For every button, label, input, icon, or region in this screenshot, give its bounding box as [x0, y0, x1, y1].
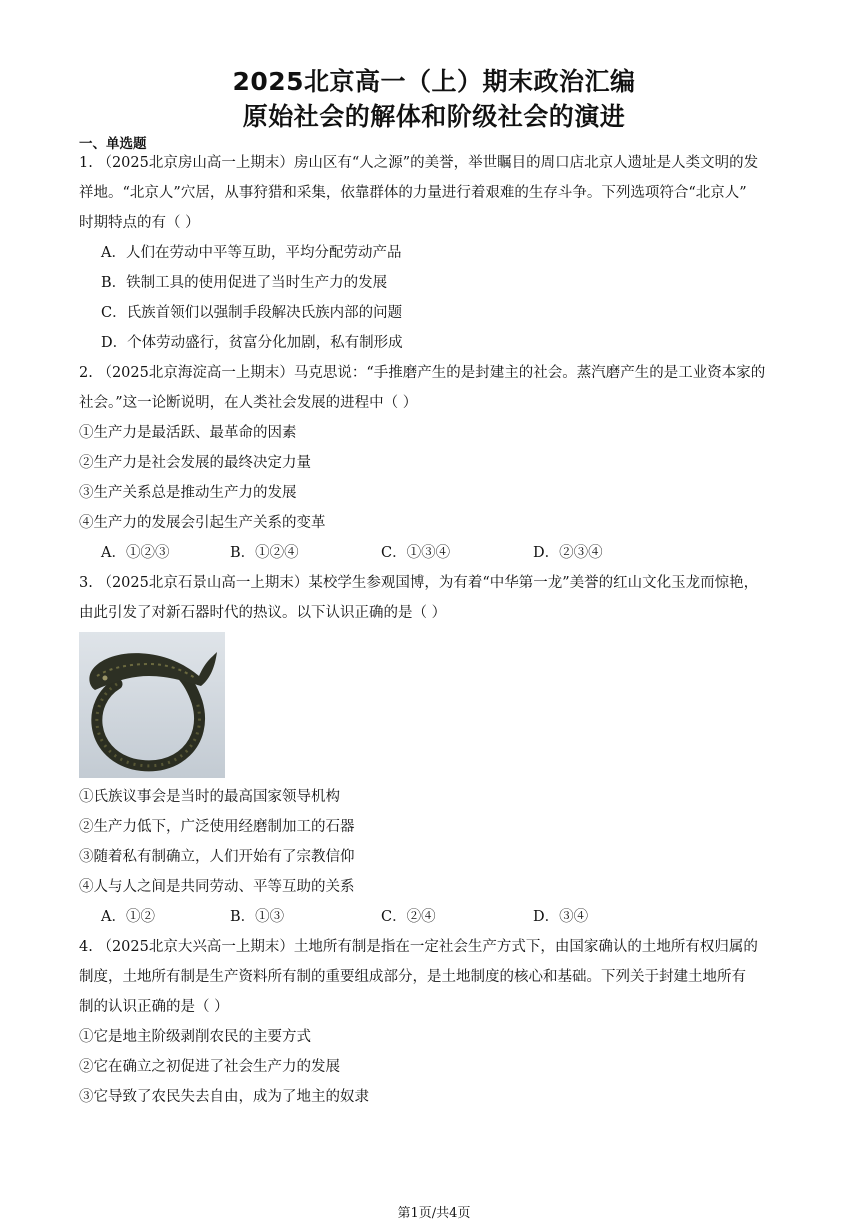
q3-statement-2: ②生产力低下，广泛使用经磨制加工的石器 [79, 819, 355, 835]
q3-option-d: D．③④ [533, 909, 589, 925]
q3-option-c: C．②④ [381, 909, 436, 925]
q4-statement-2: ②它在确立之初促进了社会生产力的发展 [79, 1059, 340, 1075]
q4-text-line2: 制度，土地所有制是生产资料所有制的重要组成部分，是土地制度的核心和基础。下列关于封建土地所有 [79, 969, 746, 985]
q2-option-d: D．②③④ [533, 545, 603, 561]
q4-statement-1: ①它是地主阶级剥削农民的主要方式 [79, 1029, 311, 1045]
q1-text-line2: 祥地。“北京人”穴居，从事狩猎和采集，依靠群体的力量进行着艰难的生存斗争。下列选项符合“北京人” [79, 185, 747, 201]
q1-option-c: C．氏族首领们以强制手段解决氏族内部的问题 [101, 305, 403, 321]
page-footer: 第1页/共4页 [397, 1206, 471, 1221]
q1-text-line3: 时期特点的有（ ） [79, 215, 200, 231]
q2-text-line2: 社会。”这一论断说明，在人类社会发展的进程中（ ） [79, 395, 418, 411]
q3-option-a: A．①② [101, 909, 155, 925]
q1-option-b: B．铁制工具的使用促进了当时生产力的发展 [101, 275, 388, 291]
q4-text-line1: 4. （2025北京大兴高一上期末）土地所有制是指在一定社会生产方式下，由国家确认的土地所有权归属的 [79, 939, 758, 955]
q4-statement-3: ③它导致了农民失去自由，成为了地主的奴隶 [79, 1089, 369, 1105]
q3-statement-1: ①氏族议事会是当时的最高国家领导机构 [79, 789, 340, 805]
q3-statement-4: ④人与人之间是共同劳动、平等互助的关系 [79, 879, 355, 895]
q4-text-line3: 制的认识正确的是（ ） [79, 999, 229, 1015]
q2-option-c: C．①③④ [381, 545, 451, 561]
q1-option-a: A．人们在劳动中平等互助，平均分配劳动产品 [101, 245, 402, 261]
q2-option-b: B．①②④ [230, 545, 299, 561]
q1-text-line1: 1. （2025北京房山高一上期末）房山区有“人之源”的美誉，举世瞩目的周口店北京人遗址是人类文明的发 [79, 155, 759, 171]
q2-option-a: A．①②③ [101, 545, 170, 561]
q2-statement-3: ③生产关系总是推动生产力的发展 [79, 485, 297, 501]
q3-option-b: B．①③ [230, 909, 285, 925]
q1-option-d: D．个体劳动盛行，贫富分化加剧，私有制形成 [101, 335, 403, 351]
q3-text-line1: 3. （2025北京石景山高一上期末）某校学生参观国博，为有着“中华第一龙”美誉的红山文化玉龙而惊艳， [79, 575, 759, 591]
q2-text-line1: 2. （2025北京海淀高一上期末）马克思说：“手推磨产生的是封建主的社会。蒸汽磨产生的是工业资本家的 [79, 365, 766, 381]
q2-statement-4: ④生产力的发展会引起生产关系的变革 [79, 515, 326, 531]
q3-text-line2: 由此引发了对新石器时代的热议。以下认识正确的是（ ） [79, 605, 447, 621]
section-heading: 一、单选题 [79, 136, 147, 152]
q2-statement-2: ②生产力是社会发展的最终决定力量 [79, 455, 311, 471]
q3-statement-3: ③随着私有制确立，人们开始有了宗教信仰 [79, 849, 355, 865]
document-title: 2025北京高一（上）期末政治汇编 [232, 67, 636, 96]
document-subtitle: 原始社会的解体和阶级社会的演进 [242, 102, 626, 131]
jade-dragon-image [79, 632, 225, 778]
q2-statement-1: ①生产力是最活跃、最革命的因素 [79, 425, 297, 441]
